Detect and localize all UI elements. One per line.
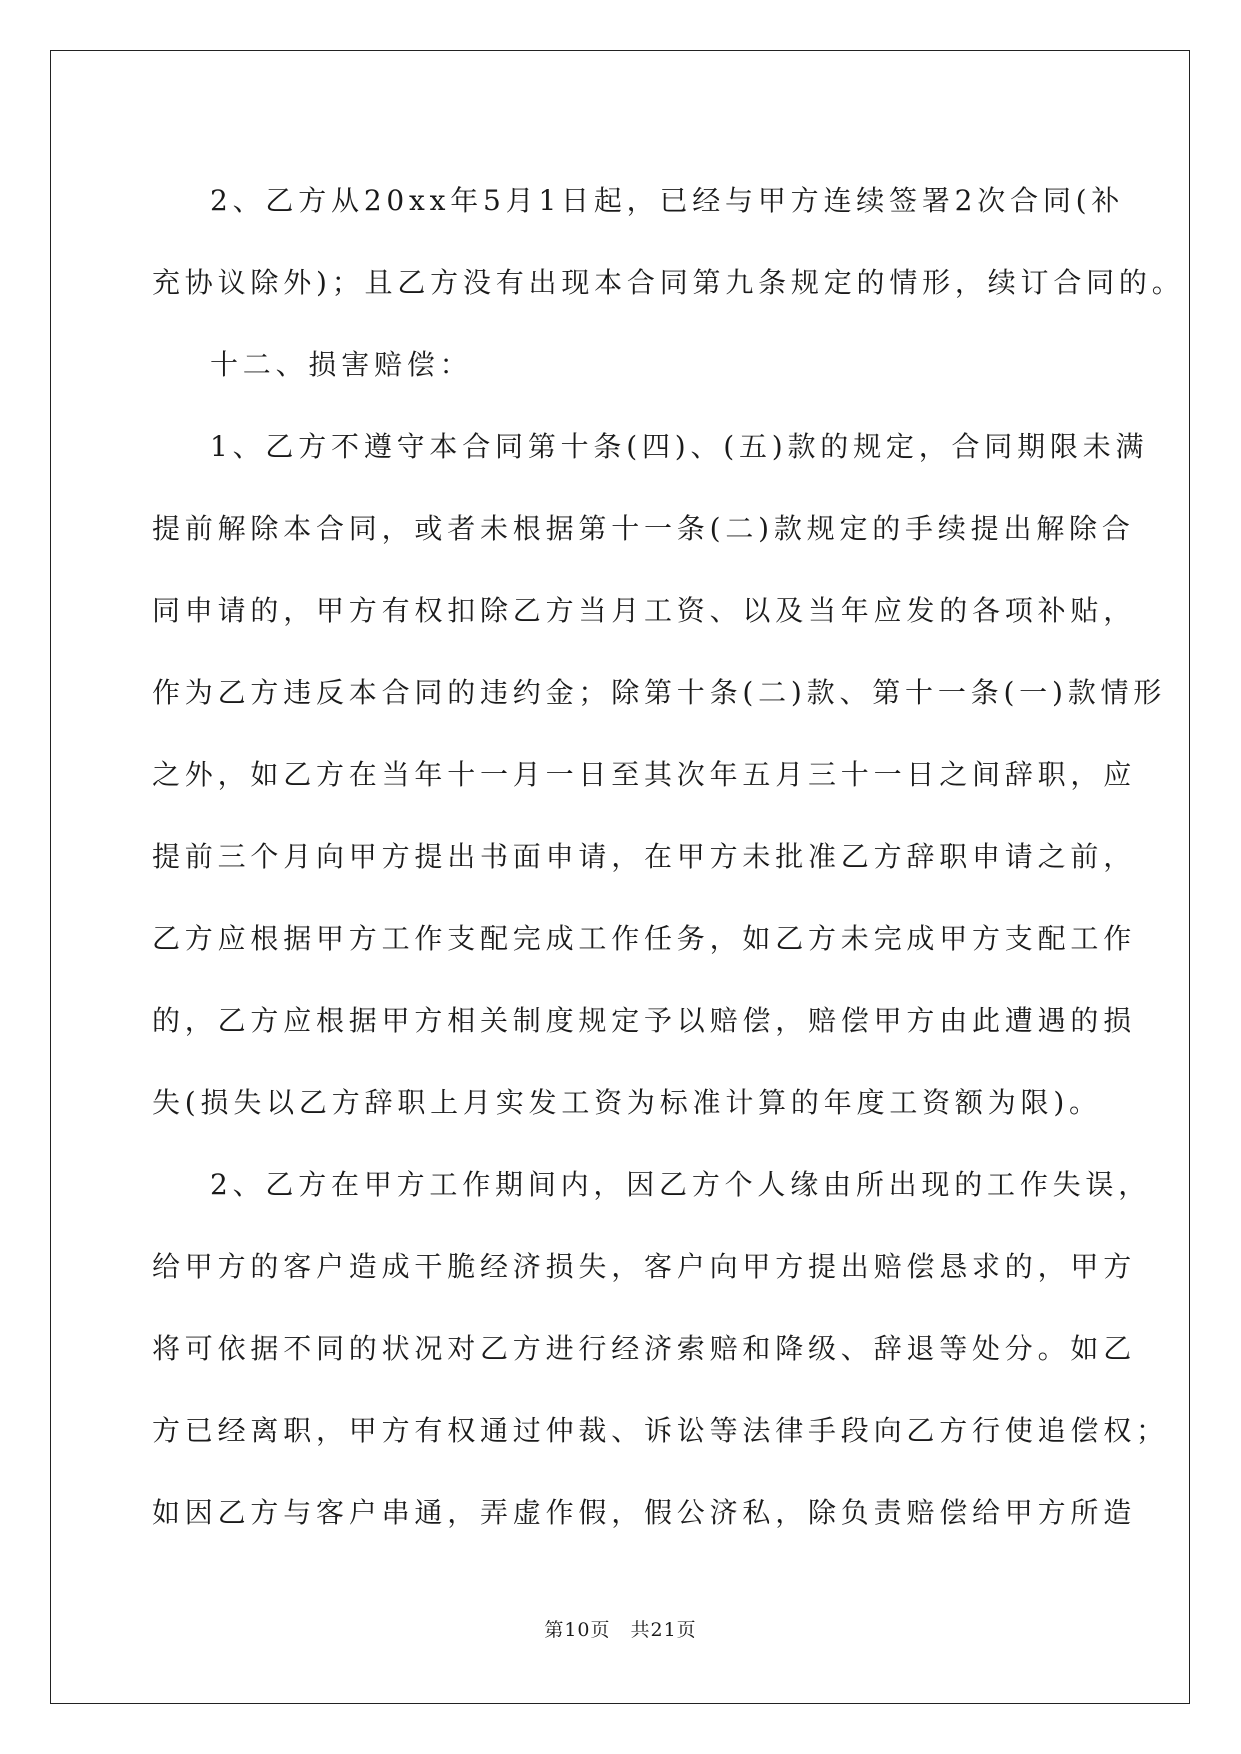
text-line: 之外，如乙方在当年十一月一日至其次年五月三十一日之间辞职，应	[152, 758, 1137, 791]
text-line: 提前三个月向甲方提出书面申请，在甲方未批准乙方辞职申请之前，	[152, 840, 1137, 873]
text-line: 2、乙方从20xx年5月1日起，已经与甲方连续签署2次合同(补	[210, 184, 1125, 217]
text-line: 提前解除本合同，或者未根据第十一条(二)款规定的手续提出解除合	[152, 512, 1135, 545]
document-body	[152, 160, 1185, 1554]
text-line: 同申请的，甲方有权扣除乙方当月工资、以及当年应发的各项补贴，	[152, 594, 1137, 627]
text-line: 充协议除外)；且乙方没有出现本合同第九条规定的情形，续订合同的。	[152, 266, 1185, 299]
text-line: 十二、损害赔偿：	[210, 348, 473, 381]
text-line: 2、乙方在甲方工作期间内，因乙方个人缘由所出现的工作失误，	[210, 1168, 1152, 1201]
text-line: 乙方应根据甲方工作支配完成工作任务，如乙方未完成甲方支配工作	[152, 922, 1137, 955]
text-line: 的，乙方应根据甲方相关制度规定予以赔偿，赔偿甲方由此遭遇的损	[152, 1004, 1137, 1037]
page-footer: 第10页 共21页	[544, 1619, 697, 1641]
text-line: 方已经离职，甲方有权通过仲裁、诉讼等法律手段向乙方行使追偿权；	[152, 1414, 1169, 1447]
text-line: 失(损失以乙方辞职上月实发工资为标准计算的年度工资额为限)。	[152, 1086, 1102, 1119]
text-line: 如因乙方与客户串通，弄虚作假，假公济私，除负责赔偿给甲方所造	[152, 1496, 1137, 1529]
text-line: 1、乙方不遵守本合同第十条(四)、(五)款的规定，合同期限未满	[210, 430, 1149, 463]
text-line: 作为乙方违反本合同的违约金；除第十条(二)款、第十一条(一)款情形	[152, 676, 1167, 709]
text-line: 给甲方的客户造成干脆经济损失，客户向甲方提出赔偿恳求的，甲方	[152, 1250, 1137, 1283]
text-line: 将可依据不同的状况对乙方进行经济索赔和降级、辞退等处分。如乙	[152, 1332, 1137, 1365]
